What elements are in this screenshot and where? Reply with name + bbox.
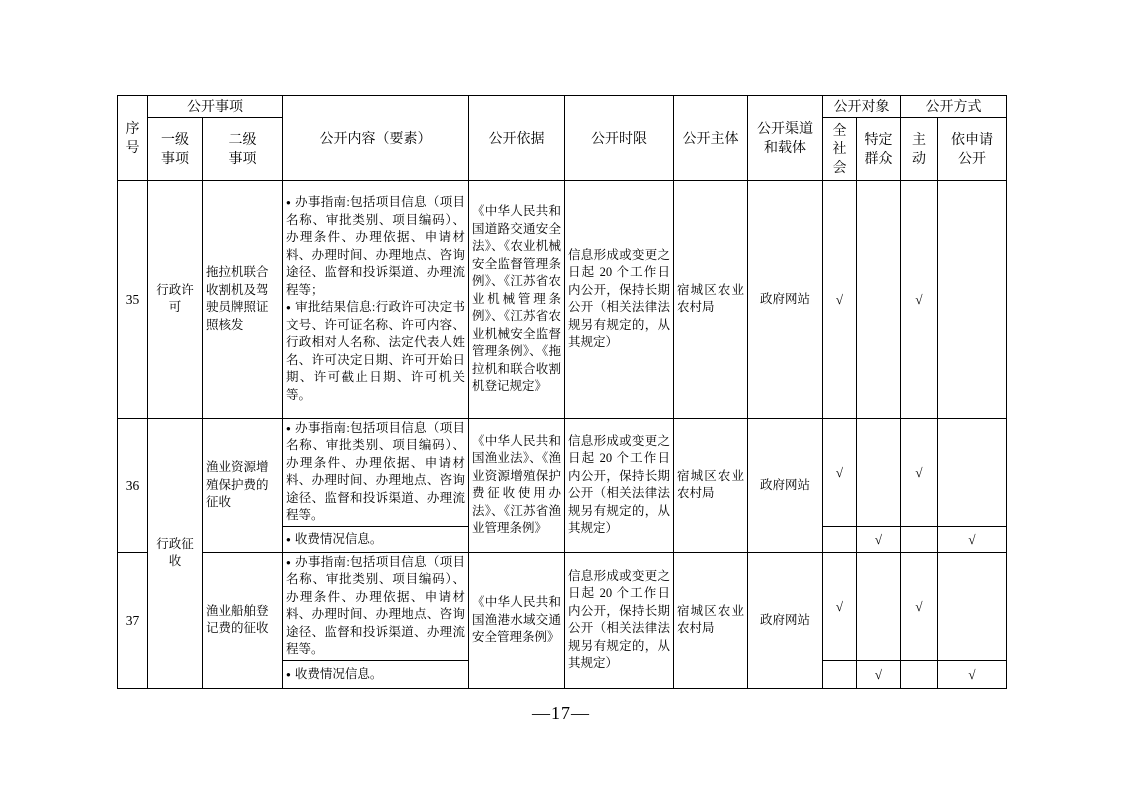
check-specific-group-37-main — [857, 552, 901, 660]
check-specific-group-36-main — [857, 418, 901, 526]
header-basis: 公开依据 — [469, 96, 565, 181]
cell-content-36-fee — [283, 526, 469, 552]
header-seq: 序号 — [118, 96, 148, 181]
check-all-society-36-fee — [823, 526, 857, 552]
cell-subject-36: 宿城区农业农村局 — [674, 418, 748, 552]
content-text: 收费情况信息。 — [294, 666, 383, 681]
check-specific-group-37-fee: √ — [857, 660, 901, 688]
header-active: 主动 — [901, 117, 938, 180]
cell-content-35 — [283, 180, 469, 418]
header-audience-group: 公开对象 — [823, 96, 901, 118]
check-all-society-36-main: √ — [823, 418, 857, 526]
content-text: 办事指南:包括项目信息（项目名称、审批类别、项目编码）、办理条件、办理依据、申请材料、办理时间、办理地点、咨询途径、监督和投诉渠道、办理流程等； — [286, 195, 465, 297]
header-method-group: 公开方式 — [901, 96, 1007, 118]
check-specific-group-36-fee: √ — [857, 526, 901, 552]
bullet-icon: ● — [286, 198, 292, 208]
page-number: —17— — [532, 703, 590, 723]
header-level1: 一级事项 — [148, 117, 203, 180]
header-open-item-group: 公开事项 — [148, 96, 283, 118]
content-item — [286, 666, 465, 684]
check-active-35: √ — [901, 180, 938, 418]
content-item — [286, 554, 465, 659]
check-on-request-35 — [938, 180, 1007, 418]
content-item — [286, 299, 465, 404]
cell-seq-35: 35 — [118, 180, 148, 418]
check-active-36-main: √ — [901, 418, 938, 526]
cell-level2-35: 拖拉机联合收割机及驾驶员牌照证照核发 — [203, 180, 283, 418]
check-all-society-37-fee — [823, 660, 857, 688]
bullet-icon: ● — [286, 669, 291, 679]
check-all-society-35: √ — [823, 180, 857, 418]
cell-content-36-main — [283, 418, 469, 526]
bullet-icon: ● — [286, 423, 292, 433]
cell-channel-36: 政府网站 — [748, 418, 823, 552]
check-on-request-36-fee: √ — [938, 526, 1007, 552]
content-text: 办事指南:包括项目信息（项目名称、审批类别、项目编码）、办理条件、办理依据、申请材料、办理时间、办理地点、咨询途径、监督和投诉渠道、办理流程等。 — [286, 554, 465, 657]
cell-level1-36-37: 行政征收 — [148, 418, 203, 688]
cell-seq-36: 36 — [118, 418, 148, 552]
content-text: 收费情况信息。 — [294, 531, 383, 546]
bullet-icon: ● — [286, 534, 291, 544]
table-row — [118, 418, 1007, 526]
cell-basis-35: 《中华人民共和国道路交通安全法》、《农业机械安全监督管理条例》、《江苏省农业机械管理条例》、《江苏省农业机械安全监督管理条例》、《拖拉机和联合收割机登记规定》 — [469, 180, 565, 418]
header-subject: 公开主体 — [674, 96, 748, 181]
check-on-request-37-fee: √ — [938, 660, 1007, 688]
cell-content-37-fee — [283, 660, 469, 688]
bullet-icon: ● — [286, 303, 292, 313]
cell-time-limit-36: 信息形成或变更之日起 20 个工作日内公开，保持长期公开（相关法律法规另有规定的，从其规定） — [565, 418, 674, 552]
disclosure-table — [117, 95, 1007, 689]
cell-basis-37: 《中华人民共和国渔港水域交通安全管理条例》 — [469, 552, 565, 688]
check-active-37-main: √ — [901, 552, 938, 660]
content-text: 办事指南:包括项目信息（项目名称、审批类别、项目编码）、办理条件、办理依据、申请材料、办理时间、办理地点、咨询途径、监督和投诉渠道、办理流程等。 — [286, 420, 465, 523]
check-active-36-fee — [901, 526, 938, 552]
table-row — [118, 552, 1007, 660]
cell-subject-37: 宿城区农业农村局 — [674, 552, 748, 688]
table-row — [118, 180, 1007, 418]
cell-time-limit-35: 信息形成或变更之日起 20 个工作日内公开，保持长期公开（相关法律法规另有规定的，从其规定） — [565, 180, 674, 418]
cell-level1-35: 行政许可 — [148, 180, 203, 418]
header-on-request: 依申请公开 — [938, 117, 1007, 180]
check-all-society-37-main: √ — [823, 552, 857, 660]
bullet-icon: ● — [286, 557, 292, 567]
content-text: 审批结果信息:行政许可决定书文号、许可证名称、许可内容、行政相对人名称、法定代表人姓名、许可决定日期、许可开始日期、许可截止日期、许可机关等。 — [286, 300, 465, 402]
content-item — [286, 531, 465, 549]
check-on-request-36-main — [938, 418, 1007, 526]
header-level2: 二级事项 — [203, 117, 283, 180]
check-specific-group-35 — [857, 180, 901, 418]
cell-subject-35: 宿城区农业农村局 — [674, 180, 748, 418]
content-item — [286, 194, 465, 299]
cell-seq-37: 37 — [118, 552, 148, 688]
header-channel: 公开渠道和载体 — [748, 96, 823, 181]
check-active-37-fee — [901, 660, 938, 688]
cell-channel-37: 政府网站 — [748, 552, 823, 688]
cell-content-37-main — [283, 552, 469, 660]
check-on-request-37-main — [938, 552, 1007, 660]
cell-channel-35: 政府网站 — [748, 180, 823, 418]
content-item — [286, 420, 465, 525]
header-all-society: 全社会 — [823, 117, 857, 180]
cell-time-limit-37: 信息形成或变更之日起 20 个工作日内公开，保持长期公开（相关法律法规另有规定的，从其规定） — [565, 552, 674, 688]
header-time-limit: 公开时限 — [565, 96, 674, 181]
header-content: 公开内容（要素） — [283, 96, 469, 181]
cell-level2-37: 渔业船舶登记费的征收 — [203, 552, 283, 688]
header-specific-group: 特定群众 — [857, 117, 901, 180]
cell-basis-36: 《中华人民共和国渔业法》、《渔业资源增殖保护费征收使用办法》、《江苏省渔业管理条例》 — [469, 418, 565, 552]
cell-level2-36: 渔业资源增殖保护费的征收 — [203, 418, 283, 552]
